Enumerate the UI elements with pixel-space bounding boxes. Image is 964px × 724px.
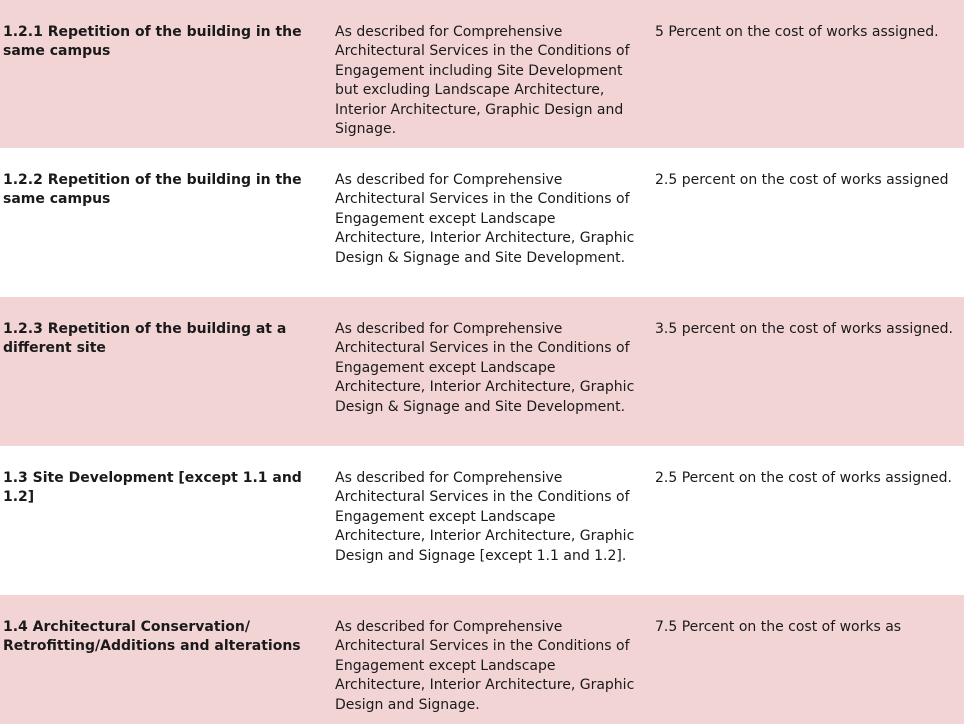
row-title: 1.2.1 Repetition of the building in the same campus xyxy=(3,24,302,60)
row-fee: 3.5 percent on the cost of works assigned. xyxy=(655,321,953,337)
row-title: 1.4 Architectural Conservation/ Retrofitting/Additions and alterations xyxy=(3,619,301,655)
row-description: As described for Comprehensive Architectural Services in the Conditions of Engagement except Landscape Architecture, Interior Architecture, Graphic Design & Signage and Site Development. xyxy=(335,172,635,266)
row-description: As described for Comprehensive Architectural Services in the Conditions of Engagement including Site Development but excluding Landscape Architecture, Interior Architecture, Graphic Design and Signage. xyxy=(335,24,630,138)
row-title: 1.3 Site Development [except 1.1 and 1.2] xyxy=(3,470,302,506)
table-row xyxy=(0,595,964,724)
row-fee: 2.5 percent on the cost of works assigned xyxy=(655,172,949,188)
row-description: As described for Comprehensive Architectural Services in the Conditions of Engagement except Landscape Architecture, Interior Architecture, Graphic Design and Signage [except 1.1 and 1.2]. xyxy=(335,470,635,564)
row-description: As described for Comprehensive Architectural Services in the Conditions of Engagement except Landscape Architecture, Interior Architecture, Graphic Design & Signage and Site Development. xyxy=(335,321,635,415)
table-row xyxy=(0,297,964,446)
table-row xyxy=(0,148,964,297)
row-fee: 7.5 Percent on the cost of works as xyxy=(655,619,902,635)
row-title: 1.2.2 Repetition of the building in the same campus xyxy=(3,172,302,208)
row-fee: 5 Percent on the cost of works assigned. xyxy=(655,24,939,40)
row-title: 1.2.3 Repetition of the building at a different site xyxy=(3,321,287,357)
table-row xyxy=(0,0,964,148)
row-fee: 2.5 Percent on the cost of works assigned. xyxy=(655,470,952,486)
table-row xyxy=(0,446,964,595)
row-description: As described for Comprehensive Architectural Services in the Conditions of Engagement except Landscape Architecture, Interior Architecture, Graphic Design and Signage. xyxy=(335,619,635,713)
